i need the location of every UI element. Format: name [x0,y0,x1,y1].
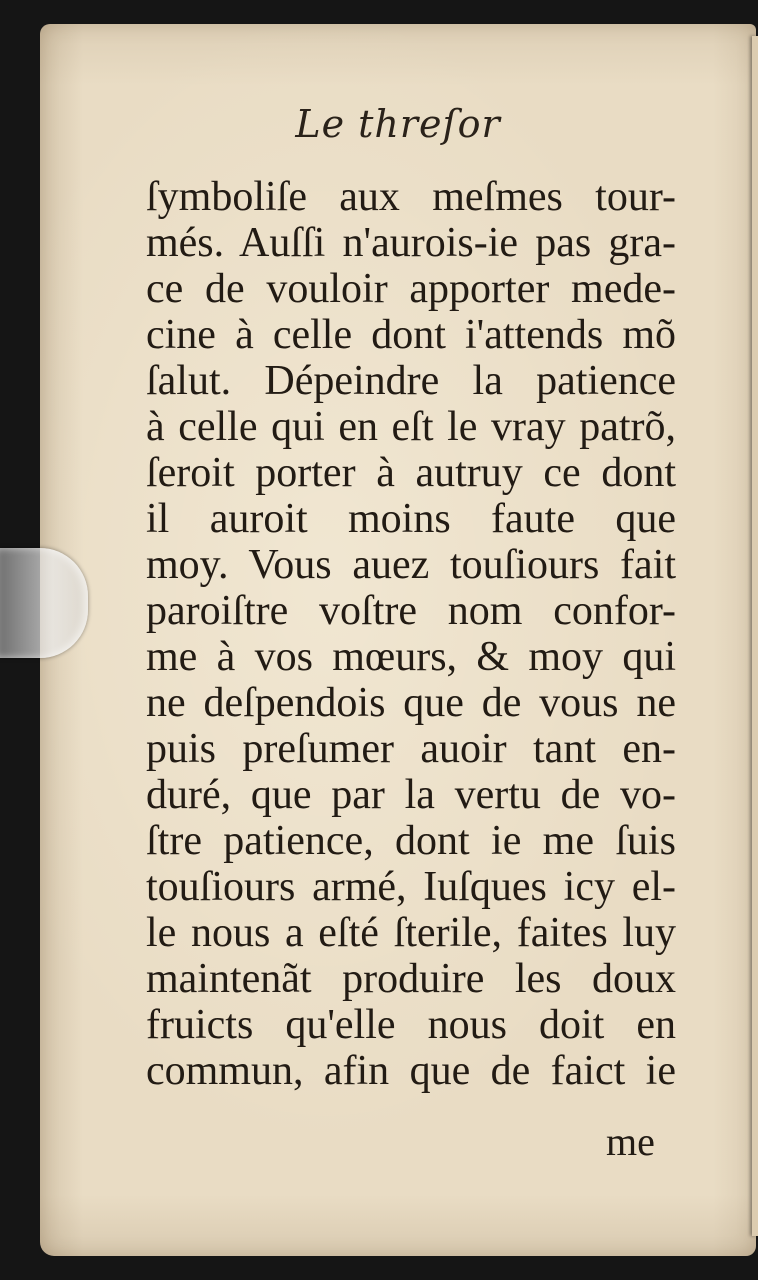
catchword: me [606,1119,655,1164]
text-line: ne deſpendois que de vous ne [146,680,676,726]
text-line: touſiours armé, Iuſques icy el- [146,864,676,910]
text-line: me à vos mœurs, & moy qui [146,634,676,680]
text-line: moy. Vous auez touſiours fait [146,542,676,588]
text-line: ſalut. Dépeindre la patience [146,358,676,404]
page-holder-clip [0,548,88,658]
text-line: le nous a eſté ſterile, faites luy [146,910,676,956]
text-line: ce de vouloir apporter mede- [146,266,676,312]
book-page [40,24,756,1256]
text-line: paroiſtre voſtre nom confor- [146,588,676,634]
text-line: ſtre patience, dont ie me ſuis [146,818,676,864]
text-line: duré, que par la vertu de vo- [146,772,676,818]
running-head: Le threſor [295,102,501,146]
text-line: puis preſumer auoir tant en- [146,726,676,772]
text-line: il auroit moins faute que [146,496,676,542]
body-text [146,174,676,1094]
text-line: fruicts qu'elle nous doit en [146,1002,676,1048]
text-line: commun, afin que de faict ie [146,1048,676,1094]
text-line: ſeroit porter à autruy ce dont [146,450,676,496]
text-line: ſymboliſe aux meſmes tour- [146,174,676,220]
text-line: à celle qui en eſt le vray patrõ, [146,404,676,450]
text-line: maintenãt produire les doux [146,956,676,1002]
next-page-edge [752,36,758,1236]
text-line: més. Auſſi n'aurois-ie pas gra- [146,220,676,266]
text-line: cine à celle dont i'attends mõ [146,312,676,358]
